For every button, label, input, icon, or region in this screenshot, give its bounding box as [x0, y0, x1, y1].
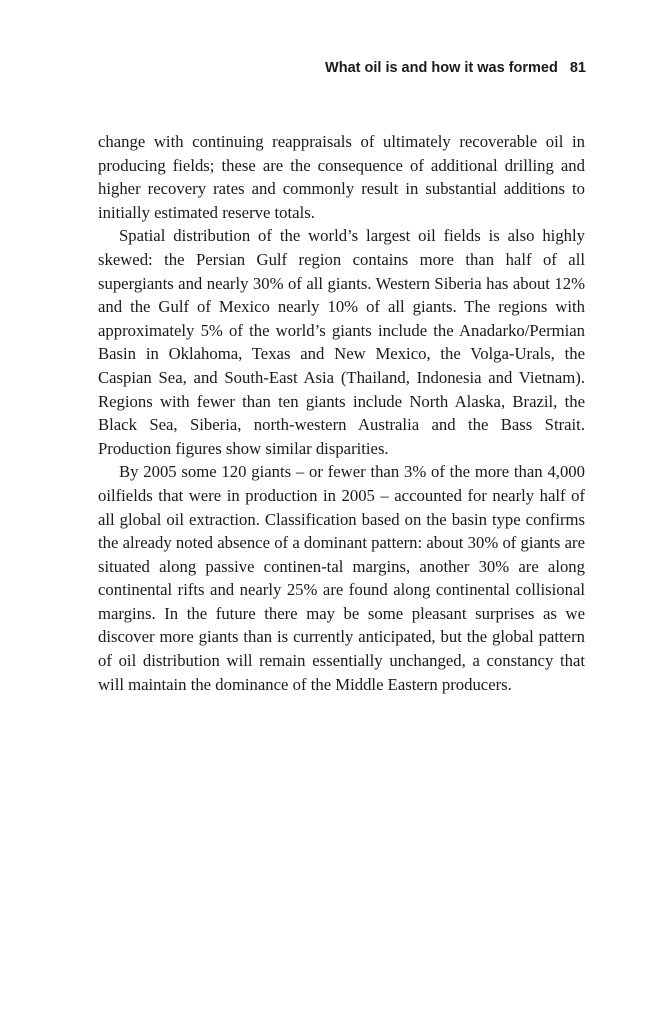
paragraph-spatial-distribution: Spatial distribution of the world’s largest oil fields is also highly skewed: the Persian Gulf region contains more than half of all supergiants and nearly 30% of all giants. Western Siberia has about 12% and the Gulf of Mexico nearly 10% of all giants. The regions with approximately 5% of the world’s giants include the Anadarko/Permian Basin in Oklahoma, Texas and New Mexico, the Volga-Urals, the Caspian Sea, and South-East Asia (Thailand, Indonesia and Vietnam). Regions with fewer than ten giants include North Alaska, Brazil, the Black Sea, Siberia, north-western Australia and the Bass Strait. Production figures show similar disparities. [98, 226, 585, 458]
running-header [325, 60, 586, 76]
page-number: 81 [569, 60, 586, 76]
paragraph-global-extraction: By 2005 some 120 giants – or fewer than 3% of the more than 4,000 oilfields that were in production in 2005 – accounted for nearly half of all global oil extraction. Classification based on the basin type confirms the already noted absence of a dominant pattern: about 30% of giants are situated along passive continen-tal margins, another 30% are along continental rifts and nearly 25% are found along continental collisional margins. In the future there may be some pleasant surprises as we discover more giants than is currently anticipated, but the global pattern of oil distribution will remain essentially unchanged, a constancy that will maintain the dominance of the Middle Eastern producers. [98, 462, 585, 694]
body-text [98, 130, 585, 696]
chapter-title: What oil is and how it was formed [325, 60, 558, 76]
paragraph-continuation: change with continuing reappraisals of ultimately recoverable oil in producing fields; these are the consequence of additional drilling and higher recovery rates and commonly result in substantial additions to initially estimated reserve totals. [98, 132, 585, 222]
